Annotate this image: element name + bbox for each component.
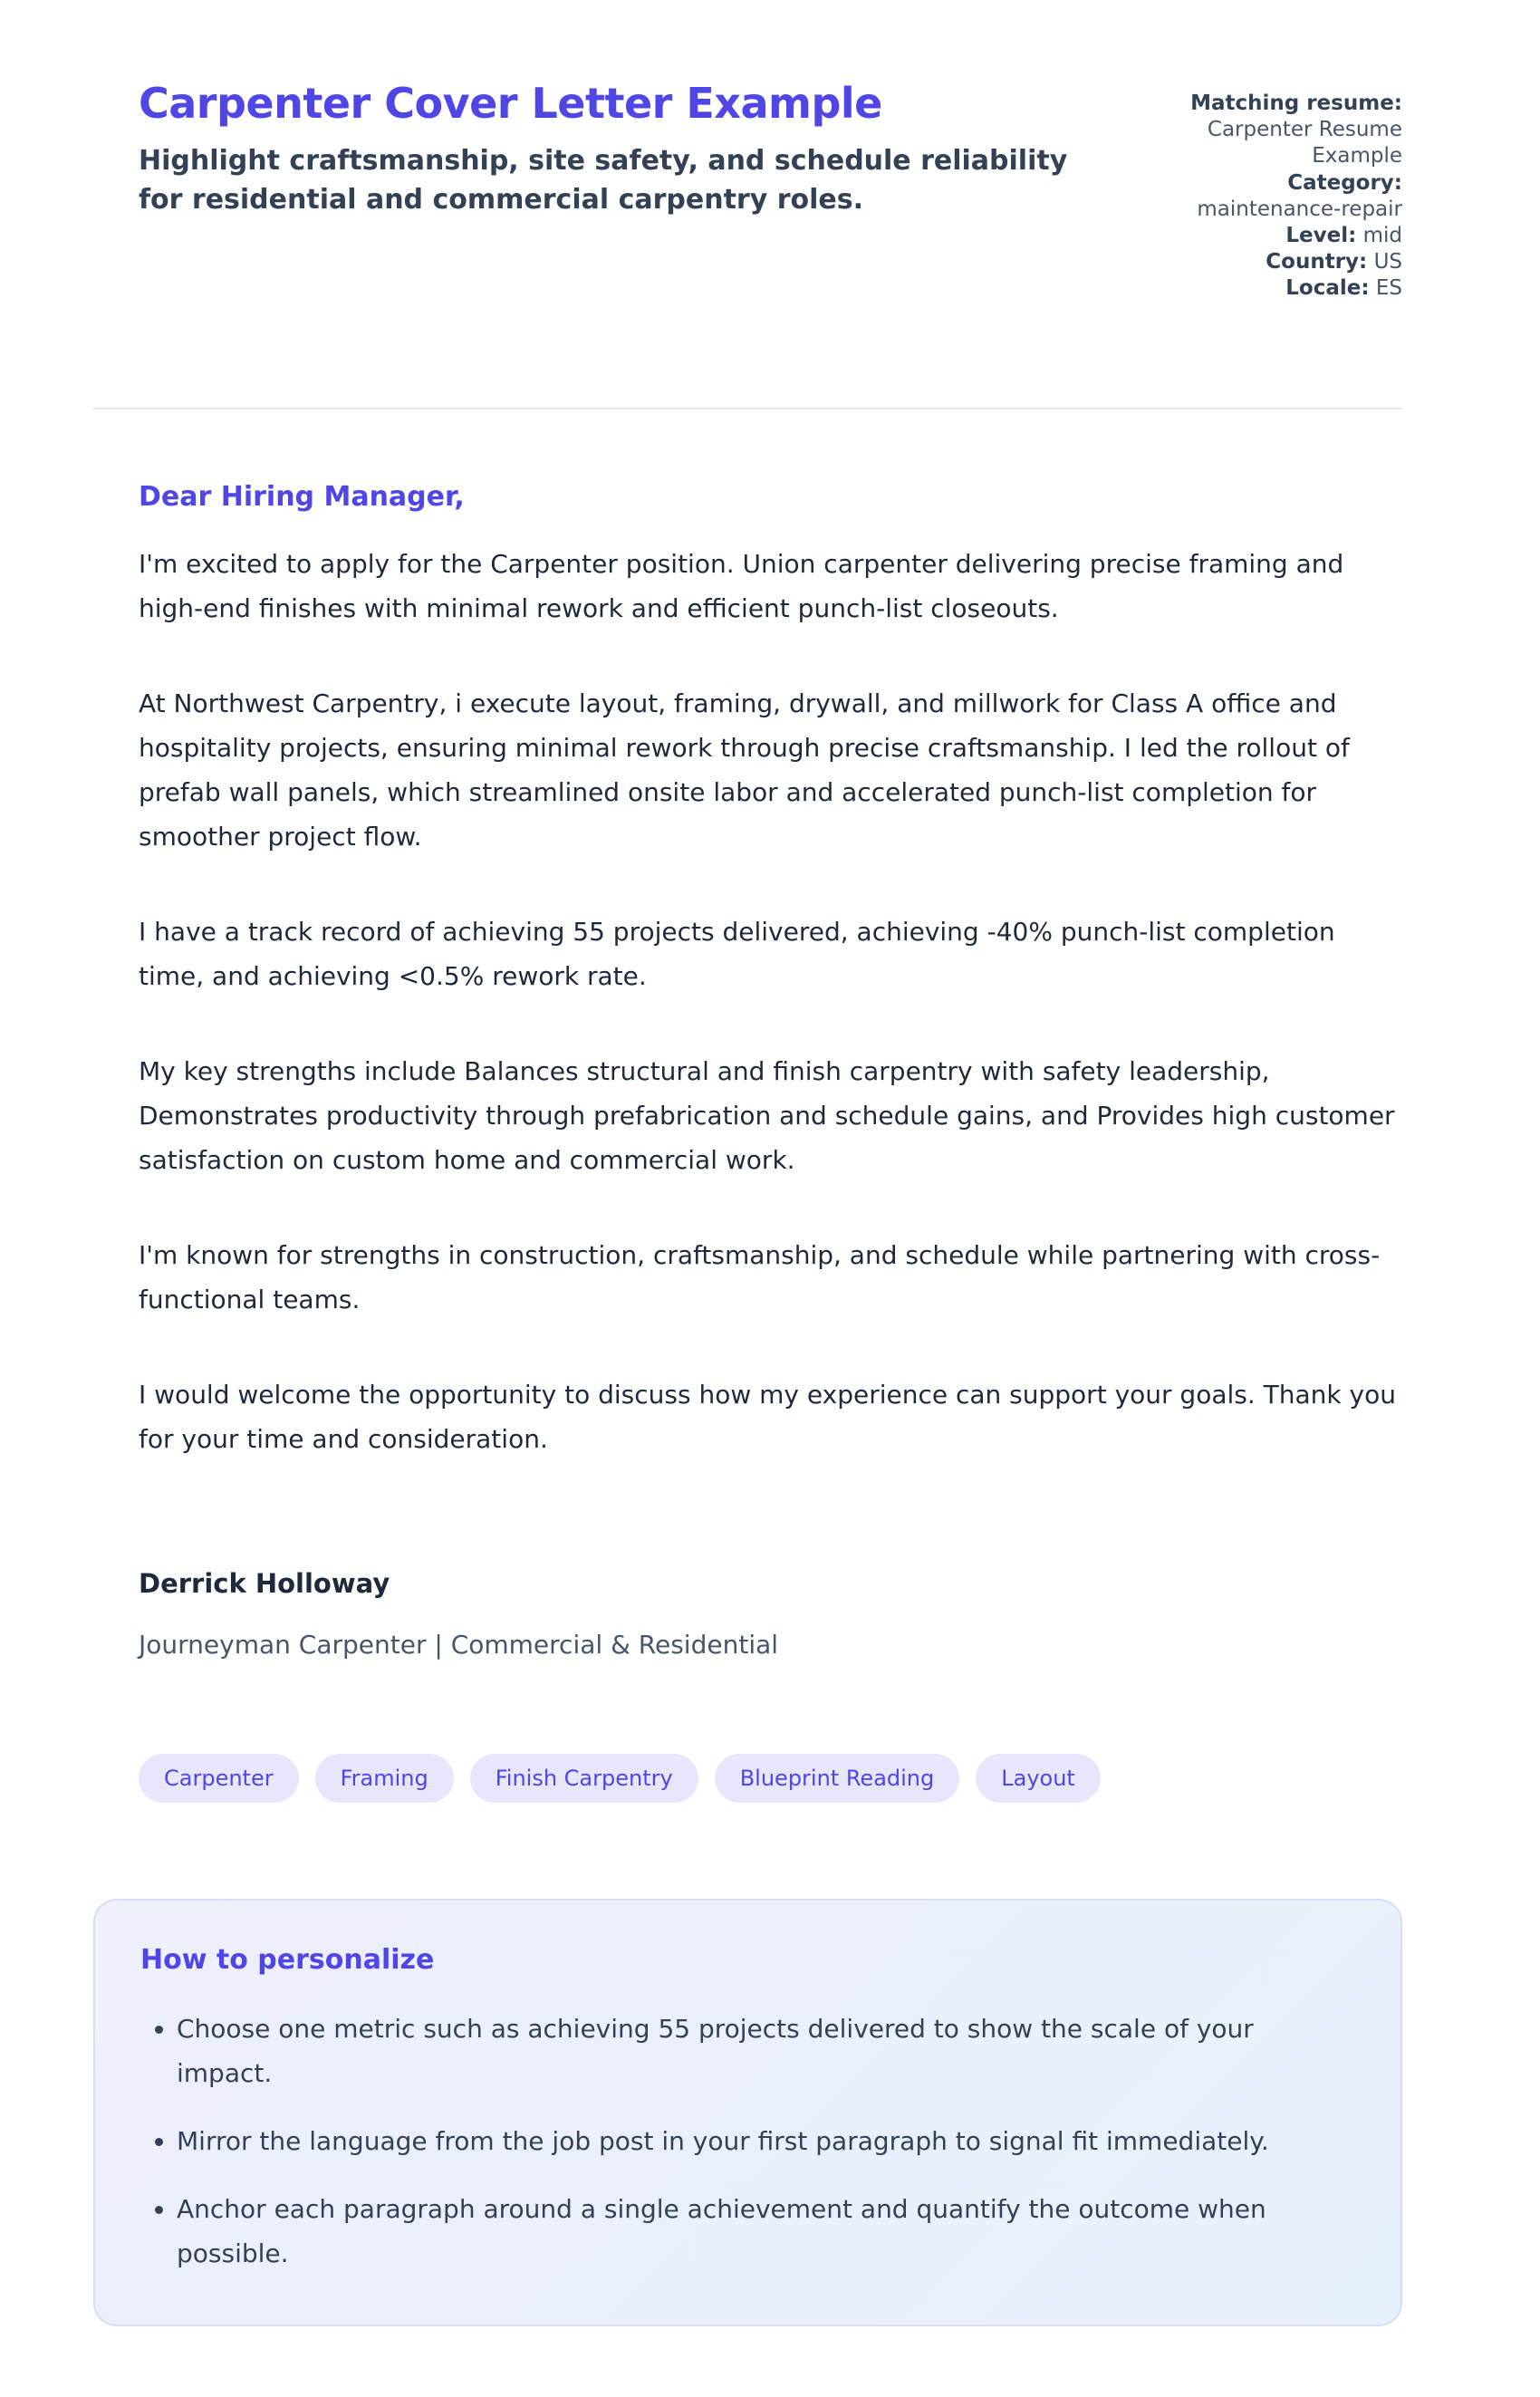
page-title: Carpenter Cover Letter Example (139, 79, 882, 128)
meta-value: Carpenter Resume Example (1207, 118, 1402, 168)
meta-value: ES (1375, 276, 1402, 301)
tag-pill-carpenter[interactable]: Carpenter (139, 1754, 299, 1803)
tag-pill-finish-carpentry[interactable]: Finish Carpentry (470, 1754, 698, 1803)
tag-pill-framing[interactable]: Framing (315, 1754, 454, 1803)
letter-paragraph: At Northwest Carpentry, i execute layout, framing, drywall, and millwork for Class A office and hospitality projects, ensuring minimal rework through precise craftsmanship. I led the rollout of prefab wall panels, which streamlined onsite labor and accelerated punch-list completion for smoother project flow. (139, 688, 1350, 852)
meta-value: mid (1362, 224, 1402, 248)
meta-item-matching-resume (1144, 91, 1402, 170)
tips-list (140, 2007, 1346, 2276)
tip-item: • Anchor each paragraph around a single achievement and quantify the outcome when possible. (177, 2187, 1345, 2276)
letter-paragraph: I'm known for strengths in construction, craftsmanship, and schedule while partnering with cross-functional teams. (139, 1239, 1381, 1314)
letter-body (93, 409, 1402, 1668)
meta-label: Locale: (1285, 276, 1370, 301)
cover-letter-page (93, 0, 1402, 2326)
meta-label: Country: (1266, 250, 1368, 274)
page-subtitle: Highlight craftsmanship, site safety, and schedule reliability for residential and commercial carpentry roles. (139, 144, 1068, 216)
meta-item-category (1144, 170, 1402, 223)
signature-name: Derrick Holloway (139, 1567, 390, 1599)
tip-item: • Mirror the language from the job post in your first paragraph to signal fit immediately. (177, 2119, 1345, 2163)
tag-pill-layout[interactable]: Layout (976, 1754, 1101, 1803)
meta-label: Category: (1287, 170, 1402, 195)
resume-meta-panel (1144, 80, 1402, 303)
meta-value: maintenance-repair (1197, 197, 1402, 221)
page-header (93, 80, 1402, 303)
meta-label: Level: (1285, 224, 1357, 248)
signature-block (139, 1561, 1402, 1668)
meta-item-locale (1144, 275, 1402, 302)
letter-paragraph: My key strengths include Balances structural and finish carpentry with safety leadership, Demonstrates productivity through prefabrication and schedule gains, and Provides high customer satisfaction on custom home and commercial work. (139, 1055, 1395, 1175)
meta-item-country (1144, 249, 1402, 275)
meta-item-level (1144, 223, 1402, 249)
letter-paragraph: I'm excited to apply for the Carpenter position. Union carpenter delivering precise framing and high-end finishes with minimal rework and efficient punch-list closeouts. (139, 548, 1344, 623)
meta-value: US (1373, 250, 1402, 274)
letter-paragraph: I have a track record of achieving 55 projects delivered, achieving -40% punch-list completion time, and achieving <0.5% rework rate. (139, 916, 1335, 991)
how-to-personalize-card (93, 1899, 1402, 2326)
header-title-block (139, 80, 1112, 220)
tip-item: • Choose one metric such as achieving 55 projects delivered to show the scale of your impact. (177, 2007, 1345, 2095)
letter-paragraph: I would welcome the opportunity to discuss how my experience can support your goals. Thank you for your time and consideration. (139, 1379, 1396, 1454)
meta-label: Matching resume: (1190, 91, 1402, 115)
tag-pill-blueprint-reading[interactable]: Blueprint Reading (715, 1754, 960, 1803)
letter-greeting: Dear Hiring Manager, (139, 480, 465, 513)
skill-tags-row (93, 1754, 1402, 1803)
tips-title: How to personalize (140, 1944, 435, 1977)
signature-title: Journeyman Carpenter | Commercial & Residential (139, 1630, 779, 1661)
